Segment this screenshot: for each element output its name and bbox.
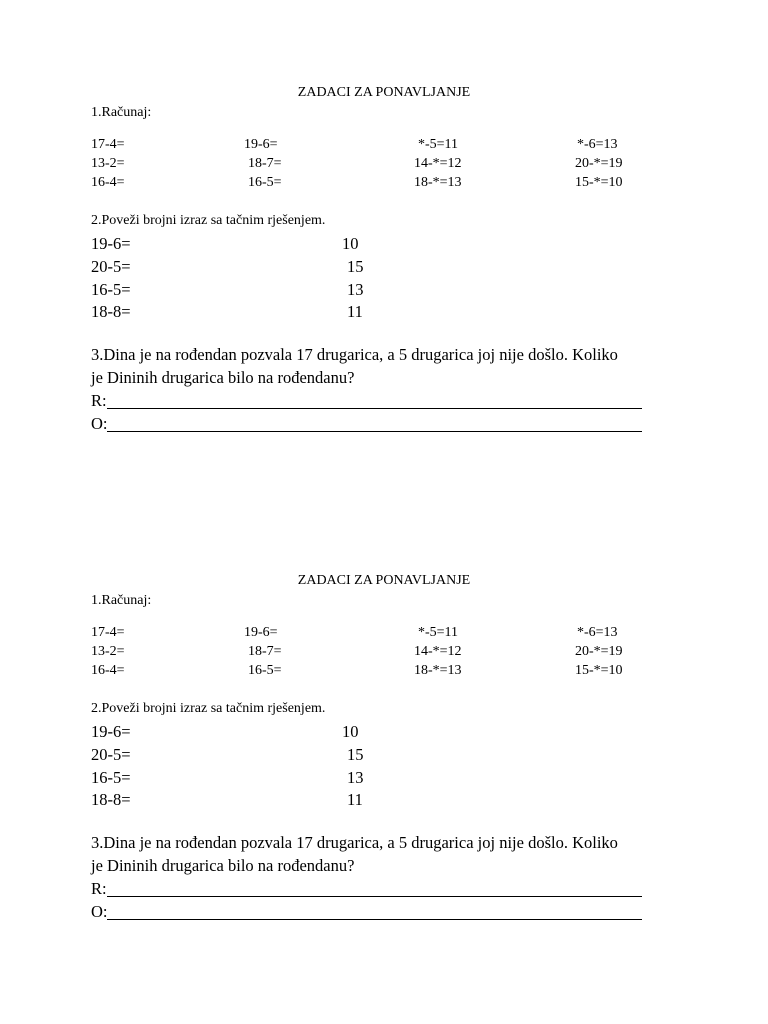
task2-expression: 19-6=	[91, 234, 131, 253]
task1-cell: *-6=13	[577, 137, 618, 152]
task1-cell: 14-*=12	[414, 644, 462, 659]
task2-answer: 11	[347, 790, 363, 809]
task1-cell: 20-*=19	[575, 644, 623, 659]
task2-heading: 2.Poveži brojni izraz sa tačnim rješenjem.	[91, 701, 326, 716]
answer-line-r[interactable]	[107, 408, 642, 409]
task1-cell: *-6=13	[577, 625, 618, 640]
task2-answer: 10	[342, 722, 359, 741]
task2-answer: 15	[347, 745, 364, 764]
task1-cell: 16-5=	[248, 175, 282, 190]
task1-cell: 16-5=	[248, 663, 282, 678]
task2-answer: 10	[342, 234, 359, 253]
task3-text-line2: je Dininih drugarica bilo na rođendanu?	[91, 368, 355, 387]
task1-cell: 18-*=13	[414, 175, 462, 190]
answer-label-r: R:	[91, 879, 107, 898]
task1-cell: 17-4=	[91, 625, 125, 640]
task2-expression: 19-6=	[91, 722, 131, 741]
task1-cell: 18-7=	[248, 644, 282, 659]
task1-cell: 15-*=10	[575, 175, 623, 190]
task1-cell: 14-*=12	[414, 156, 462, 171]
answer-label-o: O:	[91, 414, 108, 433]
task2-heading: 2.Poveži brojni izraz sa tačnim rješenjem.	[91, 213, 326, 228]
answer-line-r[interactable]	[107, 896, 642, 897]
task2-expression: 20-5=	[91, 257, 131, 276]
task1-cell: 15-*=10	[575, 663, 623, 678]
task3-text-line1: 3.Dina je na rođendan pozvala 17 drugarica, a 5 drugarica joj nije došlo. Koliko	[91, 833, 618, 852]
task1-heading: 1.Računaj:	[91, 105, 152, 120]
answer-label-r: R:	[91, 391, 107, 410]
task2-expression: 16-5=	[91, 280, 131, 299]
task1-cell: 16-4=	[91, 175, 125, 190]
task2-answer: 13	[347, 768, 364, 787]
answer-line-o[interactable]	[107, 431, 642, 432]
task1-heading: 1.Računaj:	[91, 593, 152, 608]
task2-answer: 13	[347, 280, 364, 299]
task2-expression: 20-5=	[91, 745, 131, 764]
task1-cell: 17-4=	[91, 137, 125, 152]
task1-cell: 18-*=13	[414, 663, 462, 678]
answer-line-o[interactable]	[107, 919, 642, 920]
task1-cell: 19-6=	[244, 625, 278, 640]
worksheet-title: ZADACI ZA PONAVLJANJE	[297, 85, 471, 100]
task2-expression: 18-8=	[91, 790, 131, 809]
answer-label-o: O:	[91, 902, 108, 921]
worksheet-title: ZADACI ZA PONAVLJANJE	[297, 573, 471, 588]
task2-answer: 11	[347, 302, 363, 321]
worksheet	[0, 488, 768, 976]
task3-text-line1: 3.Dina je na rođendan pozvala 17 drugarica, a 5 drugarica joj nije došlo. Koliko	[91, 345, 618, 364]
task1-cell: *-5=11	[418, 137, 459, 152]
task1-cell: 13-2=	[91, 156, 125, 171]
task3-text-line2: je Dininih drugarica bilo na rođendanu?	[91, 856, 355, 875]
task1-cell: 16-4=	[91, 663, 125, 678]
task2-answer: 15	[347, 257, 364, 276]
worksheet	[0, 0, 768, 488]
task1-cell: 20-*=19	[575, 156, 623, 171]
task1-cell: 13-2=	[91, 644, 125, 659]
task1-cell: 18-7=	[248, 156, 282, 171]
task2-expression: 18-8=	[91, 302, 131, 321]
task1-cell: *-5=11	[418, 625, 459, 640]
task2-expression: 16-5=	[91, 768, 131, 787]
task1-cell: 19-6=	[244, 137, 278, 152]
